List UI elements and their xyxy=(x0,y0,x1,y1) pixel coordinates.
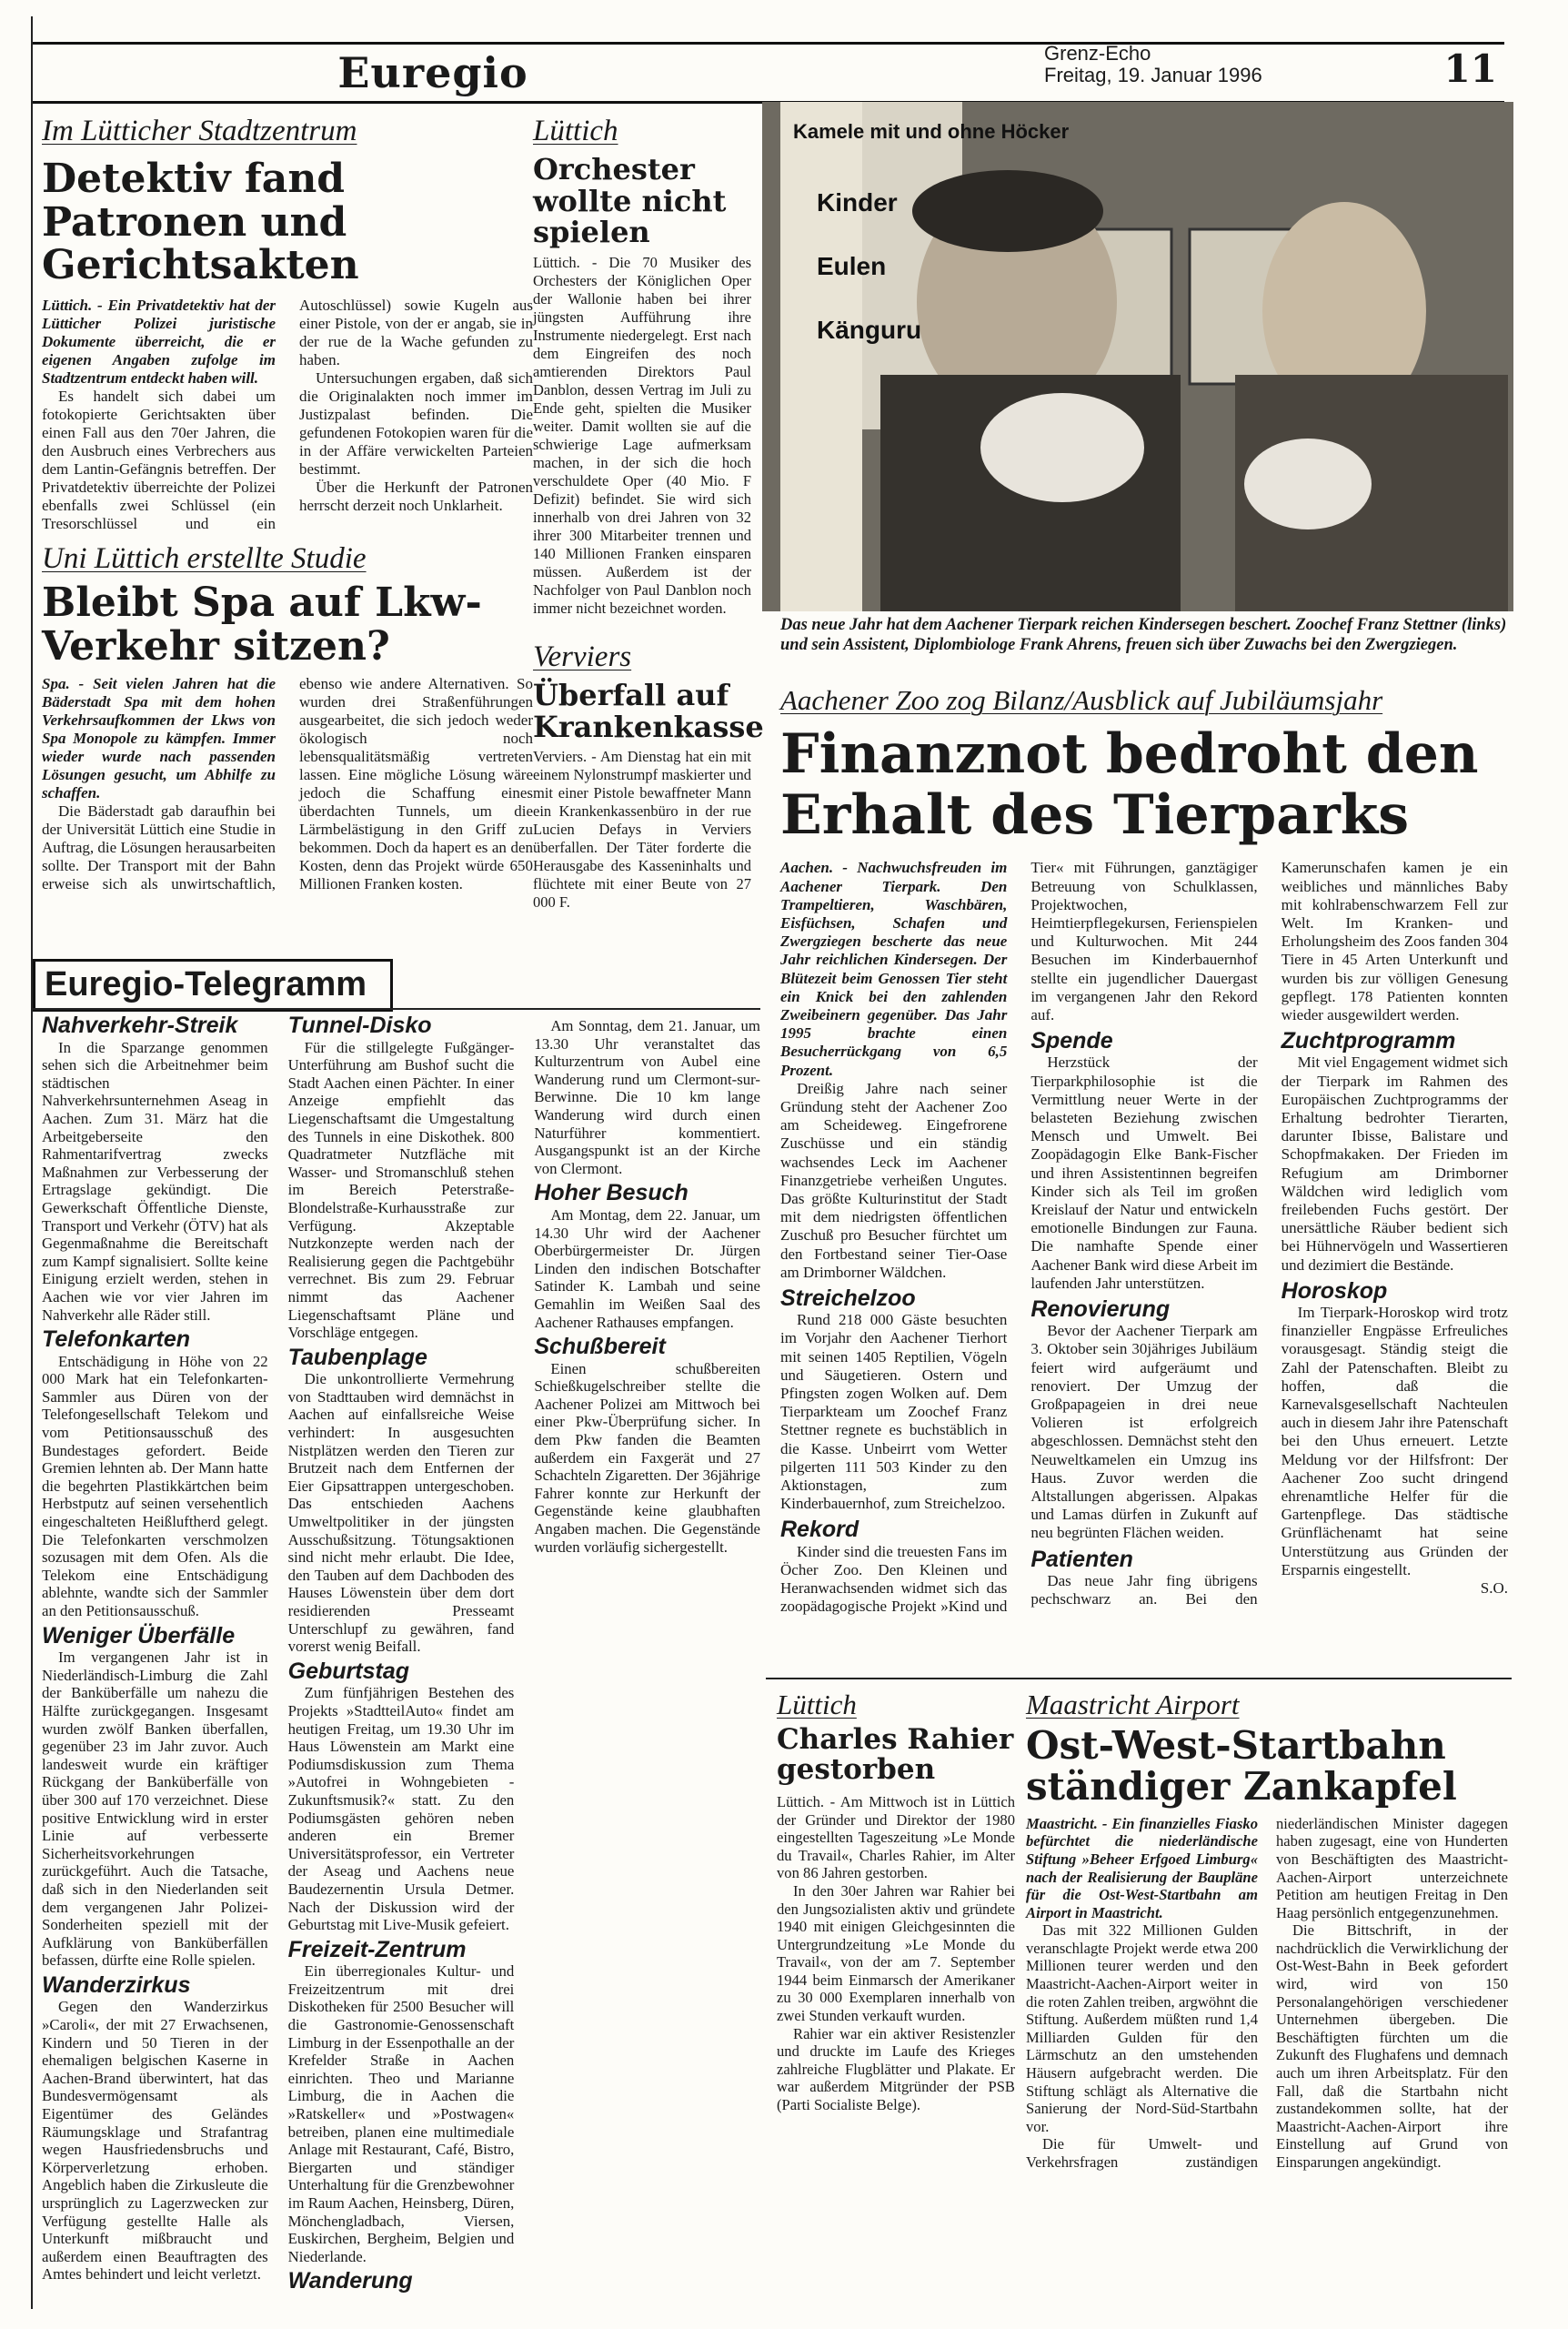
zoo-photo xyxy=(762,102,1513,611)
article-body xyxy=(780,859,1508,1659)
article-kicker: Aachener Zoo zog Bilanz/Ausblick auf Jubiläumsjahr xyxy=(780,684,1383,716)
paragraph: Rund 218 000 Gäste besuchten im Vorjahr den Aachener Tierhort mit seinen 1405 Reptilien, Vögeln und Säugetieren. Ostern und Pfingsten zogen Wolken auf. Dem Tierparkteam um Zoochef Franz Stettner regnete es buchstäblich in die Kasse. Unbeirrt vom Wetter pilgerten 111 503 Kinder zu den Aktionstagen, zum Kinderbauernhof, zum Streichelzoo. xyxy=(780,1311,1008,1513)
sign-item: Eulen xyxy=(817,252,887,280)
telegram-heading: Tunnel-Disko xyxy=(287,1013,432,1038)
article-kicker: Uni Lüttich erstellte Studie xyxy=(42,542,367,575)
paragraph: Kinder sind die treuesten Fans im Öcher Zoo. Den Kleinen und Heranwachsenden widmet sich das zoopädagogische Projekt »Kind und Tier« mit Führungen, ganztägiger Betreuung von Schulklassen, Projektwochen, Heimtierpflegekursen, Ferienspielen und Kulturwochen. Mit 244 Besuchen im Kinderbauernhof stellte ein jugendlicher Dauergast im vergangenen Jahr den Rekord auf. xyxy=(780,859,1258,1616)
photo-illustration xyxy=(762,102,1513,611)
publication-info xyxy=(1044,43,1262,86)
paragraph: Das mit 322 Millionen Gulden veranschlagte Projekt werde etwa 200 Millionen teurer werden und den Maastricht-Aachen-Airport weiter in die roten Zahlen treiben, argwöhnt die Stiftung. Außerdem müßten rund 1,4 Milliarden Gulden für den Lärmschutz an den umstehenden Häusern aufgebracht werden. Die Stiftung schlägt als Alternative die Sanierung der Nord-Süd-Startbahn vor. xyxy=(1026,1921,1258,2135)
publication-name: Grenz-Echo xyxy=(1044,42,1151,65)
divider xyxy=(33,1008,760,1010)
paragraph: In den 30er Jahren war Rahier bei den Jungsozialisten aktiv und gründete 1940 mit einigen Gleichgesinnten die Untergrundzeitung »Le Monde du Travail«, von der am 7. September 1944 beim Einmarsch der Amerikaner zu 30 000 Exemplaren innerhalb von zwei Stunden verkauft wurden. xyxy=(777,1881,1015,2025)
subheading: Horoskop xyxy=(1281,1277,1388,1304)
paragraph: Herzstück der Tierparkphilosophie ist die Vermittlung neuer Werte in der belasteten Beziehung zwischen Mensch und Umwelt. Bei Zoopädagogin Elke Bank-Fischer und ihren Assistentinnen begreifen Kinder sich als Teil im großen Kreislauf der Natur und entwickeln emotionelle Bindungen zur Fauna. Die namhafte Spende einer Aachener Bank wird diese Arbeit im laufenden Jahr unterstützen. xyxy=(1030,1054,1258,1292)
article-airport xyxy=(1026,1689,1508,2172)
paragraph: Die für Umwelt- und Verkehrsfragen zuständigen niederländischen Minister dagegen haben zugesagt, eine von Hunderten von Beschäftigten des Maastricht-Aachen-Airport unterzeichnete Petition am heutigen Freitag in Den Haag persönlich entgegenzunehmen. xyxy=(1026,1814,1508,2171)
telegram-box xyxy=(33,959,393,1012)
publication-date: Freitag, 19. Januar 1996 xyxy=(1044,64,1262,86)
article-lead: Spa. - Seit vielen Jahren hat die Bäderstadt Spa mit dem hohen Verkehrsaufkommen der Lkws von Spa Monopole zu kämpfen. Immer wieder wurde nach passenden Lösungen gesucht, um Abhilfe zu schaffen. xyxy=(42,675,276,802)
article-kicker: Maastricht Airport xyxy=(1026,1689,1240,1720)
page-header xyxy=(33,42,1504,104)
divider xyxy=(766,1678,1512,1679)
paragraph: Lüttich. - Die 70 Musiker des Orchesters der Königlichen Oper der Wallonie haben bei ihrer jüngsten Aufführung ihre Instrumente niedergelegt. Erst nach dem Eingreifen des noch amtierenden Direktors Paul Danblon, dessen Vertrag im Juli zu Ende geht, spielten die Musiker weiter. Damit wollten sie auf die schwierige Lage aufmerksam machen, in der sich die hoch verschuldete Oper (40 Mio. F Defizit) befindet. Sie wird sich innerhalb von drei Jahren von 32 ihrer 300 Mitarbeiter trennen und 140 Millionen Franken einsparen müssen. Außerdem ist der Nachfolger von Paul Danblon noch immer nicht bezeichnet worden. xyxy=(533,253,751,617)
article-tierpark xyxy=(780,684,1508,1659)
article-rahier xyxy=(777,1689,1015,2114)
article-body xyxy=(42,297,533,533)
article-detektiv xyxy=(42,115,533,533)
paragraph: Verviers. - Am Dienstag hat ein mit einem Nylonstrumpf maskierter und mit einer Pistole bewaffneter Mann ein Krankenkassenbüro in der rue Lucien Defays in Verviers überfallen. Der Täter forderte die Herausgabe des Kasseninhalts und flüchtete mit einer Beute von 27 000 F. xyxy=(533,748,751,912)
article-headline: Finanznot bedroht den Erhalt des Tierparks xyxy=(780,722,1479,848)
telegram-text: Die unkontrollierte Vermehrung von Stadttauben wird demnächst in Aachen auf einfallsreiche Weise verhindert: In ausgesuchten Nistplätzen werden den Tieren zur Brutzeit nach dem Entfernen der Eier Gipsattrappen untergeschoben. Das entschieden Aachens Umweltpolitiker in der jüngsten Ausschußsitzung. Tötungsaktionen sind nicht mehr erlaubt. Die Idee, den Tauben auf dem Dachboden des Hauses Löwenstein über dem dort residierenden Presseamt Unterschlupf zu gewähren, fand vorerst wenig Beifall. xyxy=(287,1370,515,1656)
subheading: Renovierung xyxy=(1030,1296,1171,1323)
telegram-heading: Nahverkehr-Streik xyxy=(42,1013,238,1038)
telegram-text: Einen schußbereiten Schießkugelschreiber stellte die Aachener Polizei am Mittwoch bei einer Pkw-Überprüfung sicher. In dem Pkw fanden die Beamten außerdem ein Faxgerät und 27 Schachteln Zigaretten. Der 36jährige Fahrer konnte zur Herkunft der Gegenstände keine glaubhaften Angaben machen. Die Gegenstände wurden vorläufig sichergestellt. xyxy=(534,1359,760,1556)
article-lead: Aachen. - Nachwuchsfreuden im Aachener Tierpark. Den Trampeltieren, Waschbären, Eisfüchsen, Schafen und Zwergziegen bescherte das neue Jahr reichlichen Kindersegen. Der Blütezeit beim Genossen Tier steht ein Knick bei den zahlenden Zweibeinern gegenüber. Das Jahr 1995 brachte einen Besucherrückgang von 6,5 Prozent. xyxy=(780,859,1008,1079)
article-headline: Charles Rahier gestorben xyxy=(777,1723,1014,1787)
telegram-title: Euregio-Telegramm xyxy=(45,965,367,1003)
subheading: Spende xyxy=(1030,1028,1113,1054)
paragraph: Über die Herkunft der Patronen herrscht derzeit noch Unklarheit. xyxy=(299,478,533,514)
paragraph: Lüttich. - Am Mittwoch ist in Lüttich der Gründer und Direktor der 1980 eingestellten Tageszeitung »Le Monde du Travail«, Charles Rahier, im Alter von 86 Jahren gestorben. xyxy=(777,1792,1015,1882)
telegram-heading: Freizeit-Zentrum xyxy=(287,1936,467,1962)
article-body xyxy=(533,254,751,618)
author-signature: S.O. xyxy=(1480,1579,1508,1598)
sign-text: Kamele mit und ohne Höcker xyxy=(793,120,1070,143)
article-lead: Lüttich. - Ein Privatdetektiv hat der Lütticher Polizei juristische Dokumente überreicht, die er eigenen Angaben zufolge im Stadtzentrum entdeckt haben will. xyxy=(42,296,276,387)
subheading: Streichelzoo xyxy=(780,1285,916,1312)
telegram-heading: Telefonkarten xyxy=(42,1326,191,1353)
sign-item: Känguru xyxy=(817,316,922,344)
telegram-heading: Taubenplage xyxy=(287,1344,427,1370)
telegram-heading: Wanderzirkus xyxy=(42,1971,191,1998)
article-headline: Überfall auf Krankenkasse xyxy=(533,678,764,744)
paragraph: Bevor der Aachener Tierpark am 3. Oktober sein 30jähriges Jubiläum feiert wird aufgeräumt und renoviert. Der Umzug der Großpapageien in drei neue Volieren ist erfolgreich abgeschlossen. Demnächst steht den Neuweltkamelen ein Umzug ins Haus. Zuvor werden die Altstallungen abgerissen. Alpakas und Lamas dürfen in Zukunft auf neu begrünten Flächen weiden. xyxy=(1030,1322,1258,1542)
article-headline: Ost-West-Startbahn ständiger Zankapfel xyxy=(1026,1723,1457,1810)
telegram-text: Ein überregionales Kultur- und Freizeitzentrum mit drei Diskotheken für 2500 Besucher will die Gastronomie-Genossenschaft Limburg in der Essenpothalle an der Krefelder Straße in Aachen einrichten. Theo und Marianne Limburg, die in Aachen die »Ratskeller« und »Postwagen« betreiben, planen eine multimediale Anlage mit Restaurant, Café, Bistro, Biergarten und ständiger Unterhaltung für die Grenzbewohner im Raum Aachen, Heinsberg, Düren, Mönchengladbach, Viersen, Euskirchen, Bergheim, Belgien und Niederlande. xyxy=(287,1962,515,2265)
article-body xyxy=(533,748,751,912)
telegram-text: Entschädigung in Höhe von 22 000 Mark hat ein Telefonkarten-Sammler aus Düren von der Telefongesellschaft Telekom und vom Petitionsausschuß des Bundestages gefordert. Beide Gremien lehnten ab. Der Mann hatte die begehrten Plastikkärtchen beim Herbstputz auf seinen versehentlich eingeschalteten Heißluftherd gelegt. Die Telefonkarten verschmolzen sozusagen mit dem Ofen. Als die Telekom eine Entschädigung ablehnte, wandte sich der Sammler an den Petitionsausschuß. xyxy=(42,1352,268,1619)
paragraph: Es handelt sich dabei um fotokopierte Gerichtsakten über einen Fall aus den 70er Jahren, die den Ausbruch eines Verbrechers aus dem Lantin-Gefängnis betreffen. Der Privatdetektiv überreichte der Polizei ebenfalls zwei Schlüssel (ein Tresorschlüssel und ein Autoschlüssel) sowie Kugeln aus einer Pistole, von der er angab, sie in der rue de la Wache gefunden zu haben. xyxy=(42,296,533,532)
paragraph: Mit viel Engagement widmet sich der Tierpark im Rahmen des Europäischen Zuchtprogramms der Erhaltung bedrohter Tierarten, darunter Ibisse, Balistare und Schopfmakaken. Der Frieden im Refugium am Drimborner Wäldchen wird lediglich vom freilebenden Fuchs gestört. Der unersättliche Räuber bedient sich bei Hühnervögeln und Wassertieren und dezimiert die Bestände. xyxy=(1281,1054,1508,1274)
article-spa xyxy=(42,542,533,893)
telegram-text: Für die stillgelegte Fußgänger-Unterführung am Bushof sucht die Stadt Aachen einen Pächter. In einer Anzeige empfiehlt das Liegenschaftsamt die Umgestaltung des Tunnels in eine Diskothek. 800 Quadratmeter Nutzfläche mit Wasser- und Stromanschluß stehen im Bereich Peterstraße-Blondelstraße-Kurhausstraße zur Verfügung. Akzeptable Nutzkonzepte werden nach der Realisierung gegen die Pachtgebühr verrechnet. Bis zum 29. Februar nimmt das Aachener Liegenschaftsamt Pläne und Vorschläge entgegen. xyxy=(287,1038,515,1342)
page-number: 11 xyxy=(1443,46,1497,91)
article-kicker: Im Lütticher Stadtzentrum xyxy=(42,115,357,147)
telegram-heading: Wanderung xyxy=(287,2268,413,2294)
telegram-columns xyxy=(42,1013,760,2300)
article-body xyxy=(777,1793,1015,2114)
paragraph: Das neue Jahr fing übrigens pechschwarz an. Bei den Kamerunschafen kamen je ein weibliches und männliches Baby mit kohlrabenschwarzem Fell zur Welt. Im Kranken- und Erholungsheim des Zoos fanden 304 Tiere in 45 Arten Unterkunft und wurden bis zur völligen Genesung gepflegt. 178 Patienten konnten wieder ausgewildert werden. xyxy=(1030,859,1508,1608)
article-kicker: Lüttich xyxy=(533,115,618,147)
article-lead: Maastricht. - Ein finanzielles Fiasko befürchtet die niederländische Stiftung »Beheer Erfgoed Limburg« nach der Realisierung der Baupläne für die Ost-West-Startbahn am Airport in Maastricht. xyxy=(1026,1814,1258,1921)
paragraph: Rahier war ein aktiver Resistenzler und druckte im Laufe des Krieges zahlreiche Flugblätter und Plakate. Er war außerdem Mitgründer der PSB (Parti Socialiste Belge). xyxy=(777,2024,1015,2114)
paragraph: Die Bäderstadt gab daraufhin bei der Universität Lüttich eine Studie in Auftrag, die Lösungen herausarbeiten sollte. Der Transport mit der Bahn erweise sich als unwirtschaftlich, ebenso wie andere Alternativen. So wurden drei Straßenführungen ausgearbeitet, die sich jedoch weder ökologisch noch lebensqualitätsmäßig vertreten lassen. Eine mögliche Lösung wäre jedoch die Schaffung eines überdachten Tunnels, um die Lärmbelästigung in den Griff zu bekommen. Doch da hapert es an den Kosten, denn das Projekt würde 650 Millionen Franken kosten. xyxy=(42,675,533,893)
telegram-heading: Weniger Überfälle xyxy=(42,1622,236,1648)
telegram-text: Gegen den Wanderzirkus »Caroli«, der mit 27 Erwachsenen, Kindern und 50 Tieren in der ehemaligen belgischen Kaserne in Aachen-Brand überwintert, hat das Bundesvermögensamt als Eigentümer des Geländes Räumungsklage und Strafantrag wegen Hausfriedensbruchs und Körperverletzung erhoben. Angeblich haben die Zirkusleute die ursprünglich zu Lagerzwecken zur Verfügung gestellte Halle als Unterkunft mißbraucht und außerdem einen Beauftragten des Amtes behindert und leicht verletzt. xyxy=(42,1998,268,2284)
section-title: Euregio xyxy=(337,48,528,97)
article-kicker: Verviers xyxy=(533,640,632,673)
telegram-text: Zum fünfjährigen Bestehen des Projekts »StadtteilAuto« findet am heutigen Freitag, um 19.30 Uhr im Haus Löwenstein am Markt eine Podiumsdiskussion zum Thema »Autofrei in Wohngebieten - Zukunftsmusik?« statt. Zu den Podiumsgästen gehören neben anderen ein Bremer Universitätsprofessor, ein Vertreter der Aseag und Aachens neue Baudezernentin Ursula Detmer. Nach der Diskussion wird der Geburtstag mit Live-Musik gefeiert. xyxy=(287,1684,515,1934)
paragraph: Dreißig Jahre nach seiner Gründung steht der Aachener Zoo am Scheideweg. Eingefrorene Zuschüsse und ein ständig wachsendes Leck im Aachener Finanzgetriebe verheißen Ungutes. Das größte Kulturinstitut der Stadt mit dem niedrigsten öffentlichen Zuschuß pro Besucher fürchtet um den Fortbestand seiner Tier-Oase am Drimborner Wäldchen. xyxy=(780,1079,1008,1281)
subheading: Zuchtprogramm xyxy=(1281,1028,1456,1054)
article-headline: Orchester wollte nicht spielen xyxy=(533,152,727,250)
paragraph: Im Tierpark-Horoskop wird trotz finanzieller Engpässe Erfreuliches vorausgesagt. Ständig steigt die Zahl der Patenschaften. Bleibt zu hoffen, daß die Karnevalsgesellschaft Nachteulen auch in diesem Jahr ihre Patenschaft bei den Uhus erneuert. Letzte Meldung vor der Hilfsfront: Der Aachener Zoo sucht dringend ehrenamtliche Helfer für die Gartenpflege. Das städtische Grünflächenamt hat seine Unterstützung aus Gründen der Ersparnis eingestellt. xyxy=(1281,1304,1508,1578)
article-headline: Bleibt Spa auf Lkw-Verkehr sitzen? xyxy=(42,580,482,670)
telegram-heading: Schußbereit xyxy=(534,1334,666,1360)
article-verviers xyxy=(533,640,764,912)
article-kicker: Lüttich xyxy=(777,1689,857,1720)
sign-item: Kinder xyxy=(817,188,898,217)
telegram-heading: Hoher Besuch xyxy=(534,1180,689,1206)
paragraph: Untersuchungen ergaben, daß sich die Originalakten noch immer im Justizpalast befinden. Die gefundenen Fotokopien waren für die in der Affäre verwickelten Parteien bestimmt. xyxy=(299,368,533,478)
telegram-heading: Geburtstag xyxy=(287,1658,410,1684)
article-body xyxy=(1026,1815,1508,2172)
telegram-text: In die Sparzange genommen sehen sich die Arbeitnehmer beim städtischen Nahverkehrsunternehmen Aseag in Aachen. Zum 31. März hat die Arbeitgeberseite den Rahmentarifvertrag zwecks Maßnahmen zur Verbesserung der Ertragslage gekündigt. Die Gewerkschaft Öffentliche Dienste, Transport und Verkehr (ÖTV) hat als Gegenmaßnahme die Bereitschaft zum Kampf signalisiert. Sollte keine Einigung erzielt werden, stehen in Aachen wie vor vier Jahren im Nahverkehr alle Räder still. xyxy=(42,1038,268,1324)
article-body xyxy=(42,675,533,893)
telegram-text: Am Montag, dem 22. Januar, um 14.30 Uhr wird der Aachener Oberbürgermeister Dr. Jürgen Linden den indischen Botschafter Satinder K. Lambah und seine Gemahlin im Weißen Saal des Aachener Rathauses empfangen. xyxy=(534,1205,760,1331)
telegram-text: Im vergangenen Jahr ist in Niederländisch-Limburg die Zahl der Banküberfälle um nahezu die Hälfte zurückgegangen. Insgesamt wurden zwölf Banken überfallen, gegenüber 23 im Jahr zuvor. Auch landesweit wurde ein kräftiger Rückgang der Banküberfälle von über 300 auf 170 verzeichnet. Diese positive Entwicklung wird in erster Linie auf verbesserte Sicherheitsvorkehrungen zurückgeführt. Auch die Tatsache, daß sich in den Niederlanden seit dem vergangenen Jahr Polizei-Sonderheiten speziell mit der Aufklärung von Banküberfällen befassen, dürfte eine Rolle spielen. xyxy=(42,1648,268,1970)
subheading: Rekord xyxy=(780,1517,859,1543)
telegram-text: Am Sonntag, dem 21. Januar, um 13.30 Uhr veranstaltet das Kulturzentrum von Aubel eine Wanderung rund um Clermont-sur-Berwinne. Die 10 km lange Wanderung wird durch einen Naturführer kommentiert. Ausgangspunkt ist an der Kirche von Clermont. xyxy=(534,1017,760,1177)
paragraph: Die Bittschrift, in der nachdrücklich die Verwirklichung der Ost-West-Bahn in Beek gefordert wird, wird von 150 Personalangehörigen verschiedener Unternehmen übergeben. Die Beschäftigten fürchten um die Zukunft des Flughafens und demnach auch um ihren Arbeitsplatz. Für den Fall, daß die Startbahn nicht zustandekommen sollte, hat der Maastricht-Aachen-Airport ihre Einstellung auf Grund von Einsparungen angekündigt. xyxy=(1276,1921,1508,2171)
article-orchester xyxy=(533,115,751,618)
article-headline: Detektiv fand Patronen und Gerichtsakten xyxy=(42,156,359,289)
photo-caption: Das neue Jahr hat dem Aachener Tierpark reichen Kindersegen beschert. Zoochef Franz Stettner (links) und sein Assistent, Diplombiologe Frank Ahrens, freuen sich über Zuwachs bei den Zwergziegen. xyxy=(780,616,1507,654)
subheading: Patienten xyxy=(1030,1546,1133,1572)
